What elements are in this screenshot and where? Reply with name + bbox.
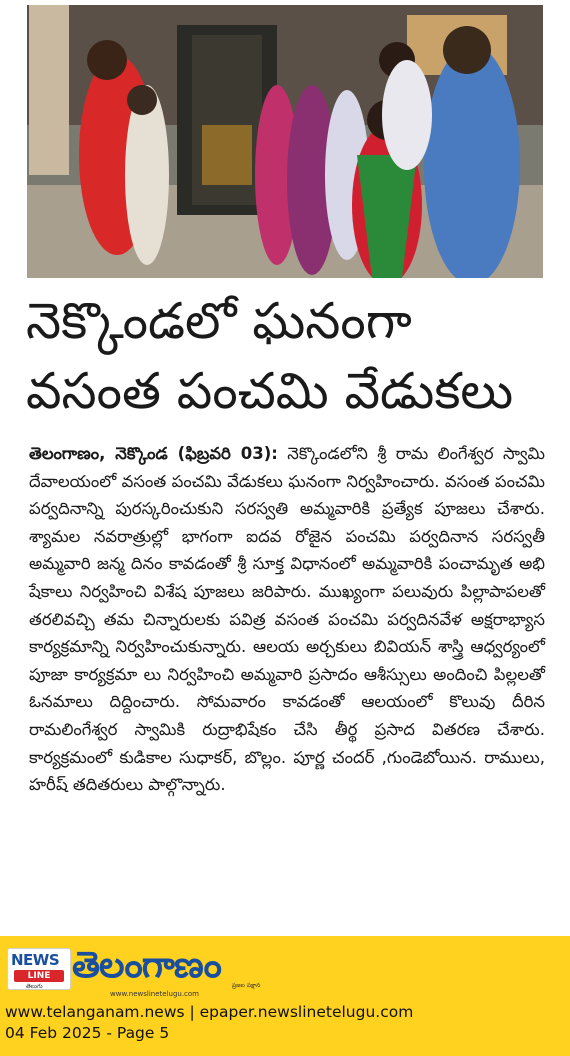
headline-line-1: నెక్కొండలో ఘనంగా — [26, 292, 412, 350]
article-photo — [27, 5, 543, 278]
article-dateline: తెలంగాణం, నెక్కొండ (ఫిబ్రవరి 03): — [29, 444, 278, 463]
footer-date-page: 04 Feb 2025 - Page 5 — [5, 1024, 170, 1042]
headline-line-2: వసంత పంచమి వేడుకలు — [26, 362, 514, 420]
headline — [26, 286, 546, 426]
newsline-logo-sub: తెలుగు — [26, 983, 43, 990]
newsline-logo — [7, 948, 71, 990]
article-body — [29, 440, 545, 799]
temple-worship-photo — [27, 5, 543, 278]
telanganam-logo: తెలంగాణం — [72, 945, 221, 986]
footer-links[interactable]: www.telanganam.news | epaper.newslinetelugu.com — [5, 1003, 414, 1021]
newsline-logo-news: NEWS — [11, 951, 60, 969]
article-text: నెక్కొండలోని శ్రీ రామ లింగేశ్వర స్వామి దేవాలయంలో వసంత పంచమి వేడుకలు ఘనంగా నిర్వహించారు. వసంత పంచమి పర్వదినాన్ని పురస్కరించుకుని సరస్వతి అమ్మవారికి ప్రత్యేక పూజలు చేశారు. శ్యామల నవరాత్రుల్లో భాగంగా ఐదవ రోజైన పంచమి పర్వదినాన సరస్వతీ అమ్మవారి జన్మ దినం కావడంతో శ్రీ సూక్త విధానంలో అమ్మవారికి పంచామృత అభి షేకాలు నిర్వహించి విశేష పూజలు జరిపారు. ముఖ్యంగా పలువురు పిల్లాపాపలతో తరలివచ్చి తమ చిన్నారులకు పవిత్ర వసంత పంచమి పర్వదినవేళ అక్షరాభ్యాస కార్యక్రమాన్ని నిర్వహించుకున్నారు. ఆలయ అర్చకులు బివియన్ శాస్త్రి ఆధ్వర్యంలో పూజా కార్యక్రమా లు నిర్వహించి అమ్మవారి ప్రసాదం ఆశీస్సులు అందించి పిల్లలతో ఓనమాలు దిద్దించారు. సోమవారం కావడంతో ఆలయంలో కొలువు దీరిన రామలింగేశ్వర స్వామికి రుద్రాభిషేకం చేసి తీర్థ ప్రసాద వితరణ చేశారు. కార్యక్రమంలో కుడికాల సుధాకర్, బొల్లం. పూర్ణ చందర్ ,గుండెబోయిన. రాములు, హరీష్ తదితరులు పాల్గొన్నారు. — [29, 444, 546, 795]
logo-url: www.newslinetelugu.com — [110, 990, 199, 998]
newsline-logo-line: LINE — [14, 970, 64, 982]
telanganam-tagline: ప్రజల పక్షాన — [232, 982, 261, 989]
